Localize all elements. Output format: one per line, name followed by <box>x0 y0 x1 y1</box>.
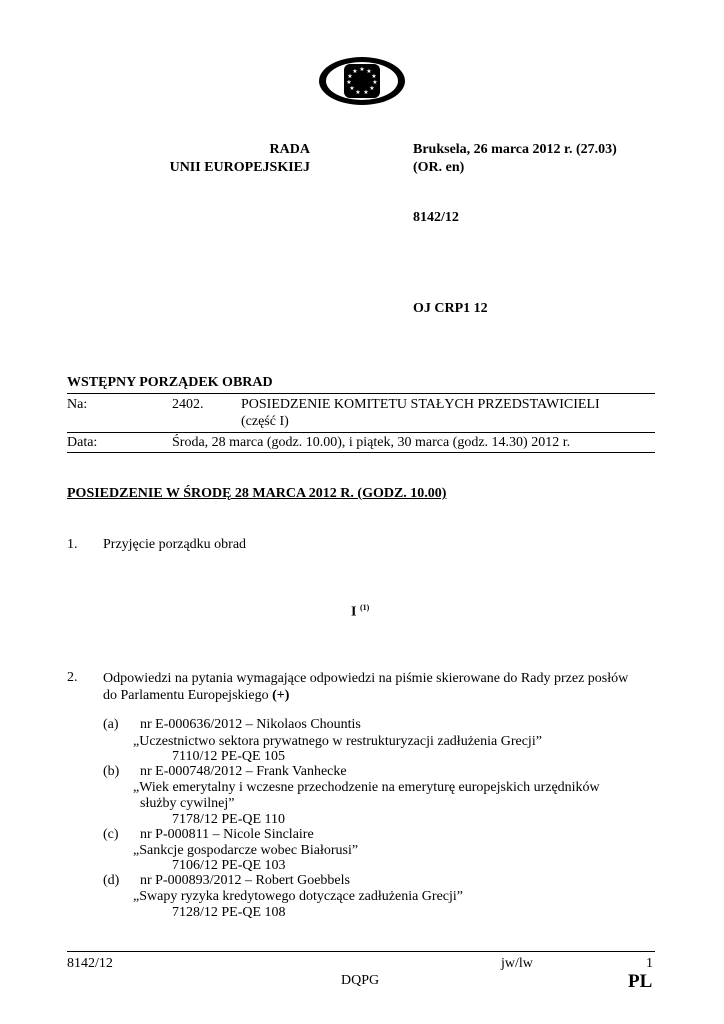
svg-text:★: ★ <box>346 79 352 86</box>
subitem-letter: (b) <box>103 764 120 779</box>
divider <box>67 452 655 453</box>
meeting-part: (część I) <box>241 414 289 429</box>
page-number: 1 <box>646 956 653 971</box>
subitem-letter: (a) <box>103 717 119 732</box>
item-text-line2: do Parlamentu Europejskiego <box>103 688 269 703</box>
language-code: PL <box>628 971 653 992</box>
footer-divider <box>67 951 655 952</box>
meeting-number: 2402. <box>172 397 204 412</box>
question-title-continued: służby cywilnej” <box>140 796 235 811</box>
footer-department: DQPG <box>341 973 380 988</box>
svg-text:★: ★ <box>359 66 365 73</box>
date-label: Data: <box>67 435 98 450</box>
question-title: „Wiek emerytalny i wczesne przechodzenie na emeryturę europejskich urzędników <box>133 780 600 795</box>
document-code: 7110/12 PE-QE 105 <box>172 749 286 764</box>
question-ref: nr E-000636/2012 – Nikolaos Chountis <box>140 717 361 732</box>
agenda-title: WSTĘPNY PORZĄDEK OBRAD <box>67 375 273 390</box>
item-number: 1. <box>67 537 78 552</box>
svg-text:★: ★ <box>366 68 372 75</box>
document-number: 8142/12 <box>413 210 459 225</box>
svg-text:★: ★ <box>369 85 375 92</box>
divider <box>67 432 655 433</box>
plus-marker: (+) <box>272 688 290 703</box>
svg-text:★: ★ <box>363 89 369 96</box>
council-name-line2: UNII EUROPEJSKIEJ <box>169 160 310 175</box>
footer-initials: jw/lw <box>501 956 533 971</box>
meeting-name: POSIEDZENIE KOMITETU STAŁYCH PRZEDSTAWICIELI <box>241 397 600 412</box>
document-code: OJ CRP1 12 <box>413 301 488 316</box>
subitem-letter: (c) <box>103 827 119 842</box>
svg-text:★: ★ <box>352 68 358 75</box>
eu-council-logo <box>318 56 406 106</box>
item-number: 2. <box>67 670 78 685</box>
document-code: 7178/12 PE-QE 110 <box>172 812 286 827</box>
divider <box>67 393 655 394</box>
footnote-ref: (1) <box>359 603 370 612</box>
session-heading: POSIEDZENIE W ŚRODĘ 28 MARCA 2012 R. (GODZ. 10.00) <box>67 486 447 501</box>
date-line: Bruksela, 26 marca 2012 r. (27.03) <box>413 142 617 157</box>
document-code: 7128/12 PE-QE 108 <box>172 905 286 920</box>
meeting-dates: Środa, 28 marca (godz. 10.00), i piątek, 30 marca (godz. 14.30) 2012 r. <box>172 435 571 450</box>
question-title: „Uczestnictwo sektora prywatnego w restrukturyzacji zadłużenia Grecji” <box>133 734 542 749</box>
svg-text:★: ★ <box>347 73 353 80</box>
section-roman: I <box>351 604 357 620</box>
subitem-letter: (d) <box>103 873 120 888</box>
question-ref: nr E-000748/2012 – Frank Vanhecke <box>140 764 347 779</box>
question-ref: nr P-000811 – Nicole Sinclaire <box>140 827 314 842</box>
item-text: Przyjęcie porządku obrad <box>103 537 247 552</box>
item-text-continued <box>103 687 289 704</box>
item-text: Odpowiedzi na pytania wymagające odpowiedzi na piśmie skierowane do Rady przez posłów <box>103 671 629 686</box>
council-name-line1: RADA <box>269 142 310 157</box>
question-ref: nr P-000893/2012 – Robert Goebbels <box>140 873 350 888</box>
svg-text:★: ★ <box>349 85 355 92</box>
footer-doc-number: 8142/12 <box>67 956 113 971</box>
svg-text:★: ★ <box>372 79 378 86</box>
to-label: Na: <box>67 397 88 412</box>
question-title: „Swapy ryzyka kredytowego dotyczące zadłużenia Grecji” <box>133 889 464 904</box>
question-title: „Sankcje gospodarcze wobec Białorusi” <box>133 843 359 858</box>
document-code: 7106/12 PE-QE 103 <box>172 858 286 873</box>
svg-text:★: ★ <box>355 89 361 96</box>
svg-text:★: ★ <box>371 73 377 80</box>
original-language: (OR. en) <box>413 160 465 175</box>
section-mark <box>351 603 369 621</box>
